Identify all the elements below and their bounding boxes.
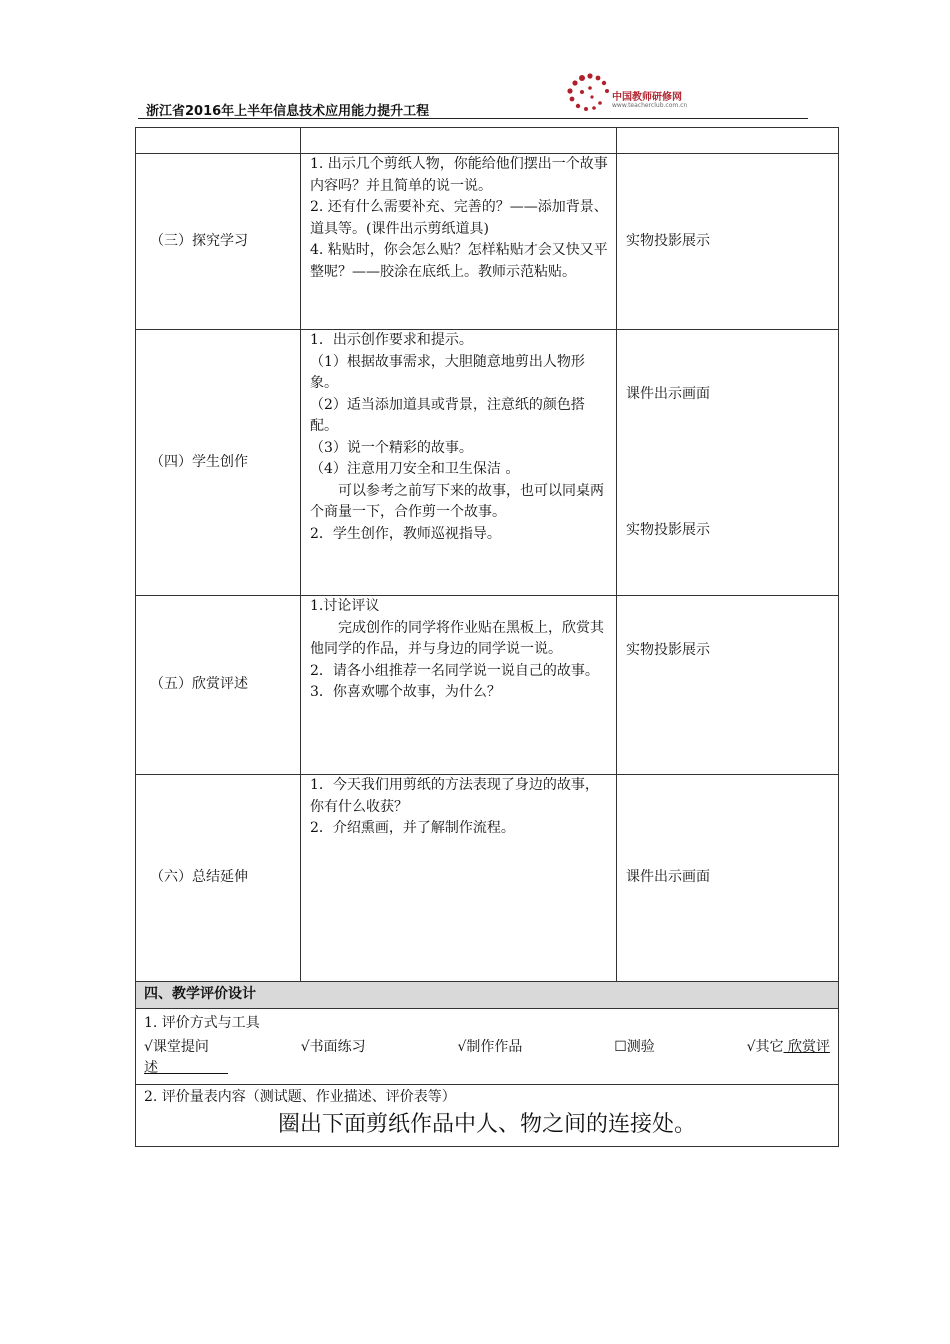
- method-item-other: [747, 1037, 830, 1059]
- content-line: 可以参考之前写下来的故事，也可以同桌两个商量一下，合作剪一个故事。: [310, 482, 604, 520]
- content-line: （4）注意用刀安全和卫生保洁 。: [310, 461, 520, 477]
- other-text: 欣赏评: [783, 1038, 830, 1055]
- methods-title: 1. 评价方式与工具: [144, 1015, 260, 1031]
- media-label: 课件出示画面: [617, 775, 839, 982]
- table-row: [136, 1084, 839, 1146]
- table-row: [136, 154, 839, 330]
- content-line: 1．出示创作要求和提示。: [310, 332, 473, 348]
- header-rule: [138, 118, 808, 119]
- scale-title: 2. 评价量表内容（测试题、作业描述、评价表等）: [144, 1088, 456, 1105]
- content-line: 2．介绍熏画，并了解制作流程。: [310, 820, 515, 836]
- media-label: 课件出示画面: [626, 386, 710, 402]
- content-line: 1. 出示几个剪纸人物，你能给他们摆出一个故事内容吗？并且简单的说一说。: [310, 156, 608, 194]
- content-line: 1.讨论评议: [310, 598, 380, 614]
- table-row: [136, 1009, 839, 1085]
- scale-cell: [136, 1084, 839, 1146]
- content-cell: [301, 775, 617, 982]
- media-cell: [617, 330, 839, 596]
- logo-url: www.teacherclub.com.cn: [612, 102, 688, 109]
- section-title: 四、教学评价设计: [136, 982, 839, 1009]
- stage-cell: [136, 128, 301, 154]
- content-line: 2．学生创作，教师巡视指导。: [310, 525, 501, 542]
- header-title: 浙江省2016年上半年信息技术应用能力提升工程: [146, 104, 430, 119]
- eval-methods-cell: [136, 1009, 839, 1085]
- media-label: 实物投影展示: [626, 521, 710, 538]
- media-label: 实物投影展示: [617, 596, 839, 775]
- method-item: √其它: [746, 1038, 784, 1055]
- stage-label: （五）欣赏评述: [136, 596, 301, 775]
- logo-text: 中国教师研修网: [612, 92, 682, 103]
- content-cell: [301, 596, 617, 775]
- content-line: （1）根据故事需求，大胆随意地剪出人物形象。: [310, 353, 585, 391]
- method-item: √书面练习: [300, 1038, 366, 1055]
- content-line: 2. 还有什么需要补充、完善的？——添加背景、道具等。(课件出示剪纸道具): [310, 199, 608, 237]
- media-label: 实物投影展示: [617, 154, 839, 330]
- content-line: 1．今天我们用剪纸的方法表现了身边的故事，你有什么收获？: [310, 777, 599, 815]
- content-line: （2）适当添加道具或背景，注意纸的颜色搭配。: [310, 396, 585, 434]
- content-line: （3）说一个精彩的故事。: [310, 439, 473, 456]
- media-cell: [617, 128, 839, 154]
- table-row: [136, 330, 839, 596]
- content-line: 2．请各小组推荐一名同学说一说自己的故事。: [310, 662, 599, 679]
- content-line: 3．你喜欢哪个故事，为什么？: [310, 684, 501, 700]
- table-row: [136, 775, 839, 982]
- content-line: 4. 粘贴时，你会怎么贴？怎样粘贴才会又快又平整呢？——胶涂在底纸上。教师示范粘贴。: [310, 242, 608, 280]
- method-item: √课堂提问: [144, 1038, 209, 1055]
- content-cell: [301, 330, 617, 596]
- task-text: 圈出下面剪纸作品中人、物之间的连接处。: [277, 1112, 696, 1137]
- content-cell: [301, 128, 617, 154]
- stage-label: （三）探究学习: [136, 154, 301, 330]
- table-row: [136, 596, 839, 775]
- other-text-continued: 述: [144, 1060, 158, 1076]
- method-item: ☐测验: [614, 1038, 655, 1055]
- table-row: [136, 128, 839, 154]
- lesson-table: [135, 127, 839, 1147]
- methods-list: [144, 1037, 830, 1059]
- method-item: √制作作品: [457, 1038, 523, 1055]
- content-cell: [301, 154, 617, 330]
- stage-label: （六）总结延伸: [136, 775, 301, 982]
- table-row: [136, 982, 839, 1009]
- content-line: 完成创作的同学将作业贴在黑板上，欣赏其他同学的作品，并与身边的同学说一说。: [310, 619, 604, 657]
- stage-label: （四）学生创作: [136, 330, 301, 596]
